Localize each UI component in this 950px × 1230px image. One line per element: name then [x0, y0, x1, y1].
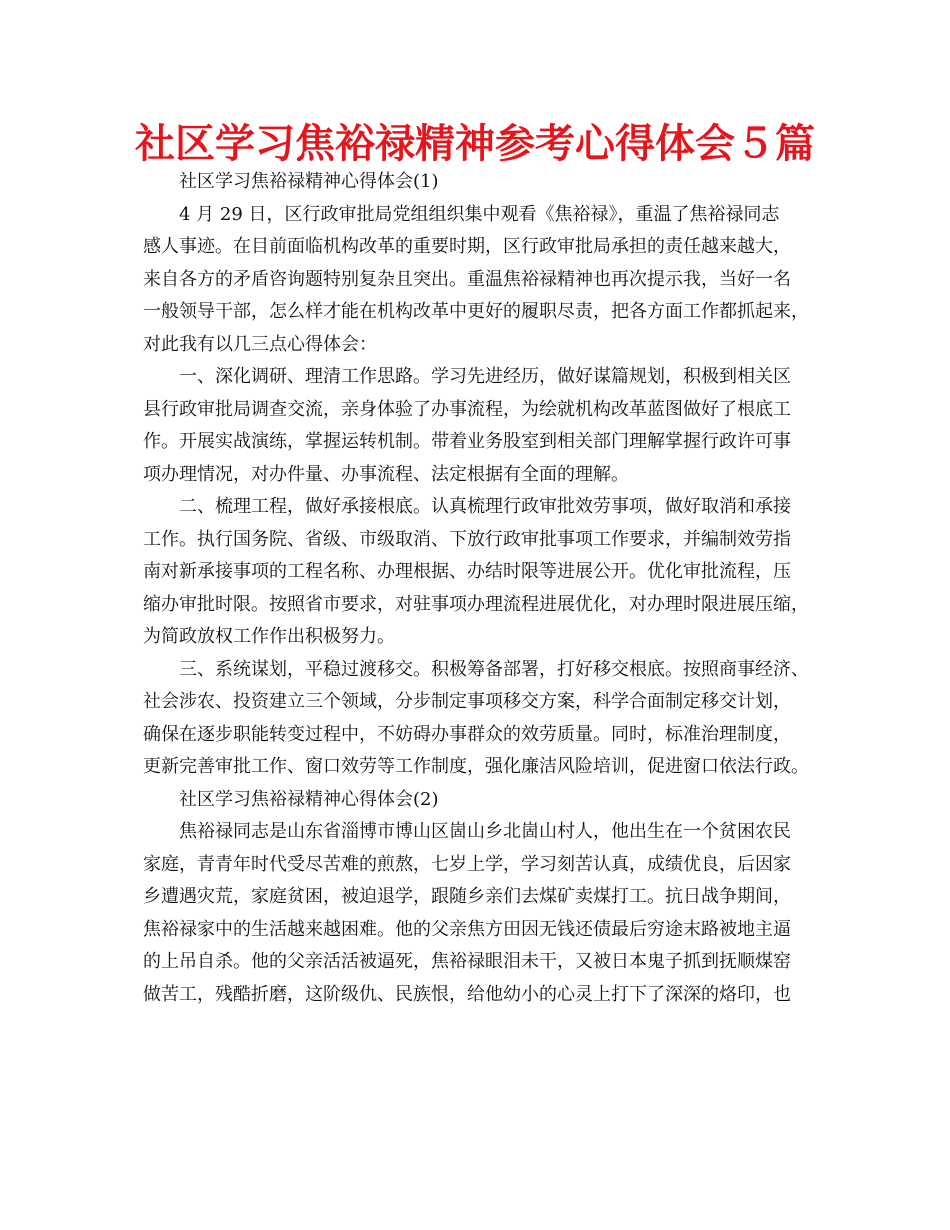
text-line: 二、梳理工程，做好承接根底。认真梳理行政审批效劳事项，做好取消和承接: [179, 496, 791, 517]
paragraph: [143, 816, 823, 1011]
text-line: 一、深化调研、理清工作思路。学习先进经历，做好谋篇规划，积极到相关区: [179, 366, 791, 387]
document-title: 社区学习焦裕禄精神参考心得体会５篇: [135, 121, 815, 167]
text-line: 项办理情况，对办件量、办事流程、法定根据有全面的理解。: [143, 463, 629, 485]
text-line: 来自各方的矛盾咨询题特别复杂且突出。重温焦裕禄精神也再次提示我，当好一名: [143, 268, 791, 290]
paragraph: [143, 654, 823, 784]
text-line: 焦裕禄家中的生活越来越困难。他的父亲焦方田因无钱还债最后穷途末路被地主逼: [143, 918, 791, 940]
text-line: 的上吊自杀。他的父亲活活被逼死，焦裕禄眼泪未干，又被日本鬼子抓到抚顺煤窑: [143, 951, 791, 972]
paragraph: [143, 199, 823, 362]
paragraph: [143, 491, 823, 654]
text-line: 确保在逐步职能转变过程中，不妨碍办事群众的效劳质量。同时，标准治理制度，: [143, 723, 791, 745]
text-line: 缩办审批时限。按照省市要求，对驻事项办理流程进展优化，对办理时限进展压缩，: [143, 593, 809, 615]
text-line: 家庭，青青年时代受尽苦难的煎熬，七岁上学，学习刻苦认真，成绩优良，后因家: [143, 853, 791, 875]
text-line: 三、系统谋划，平稳过渡移交。积极筹备部署，打好移交根底。按照商事经济、: [179, 658, 809, 680]
paragraph: [143, 361, 823, 491]
text-line: 南对新承接事项的工程名称、办理根据、办结时限等进展公开。优化审批流程，压: [143, 561, 791, 582]
text-line: 社会涉农、投资建立三个领域，分步制定事项移交方案，科学合面制定移交计划，: [143, 691, 791, 712]
section-heading-2: 社区学习焦裕禄精神心得体会(2): [179, 788, 439, 810]
text-line: 做苦工，残酷折磨，这阶级仇、民族恨，给他幼小的心灵上打下了深深的烙印，也: [143, 983, 791, 1005]
text-line: 乡遭遇灾荒，家庭贫困，被迫退学，跟随乡亲们去煤矿卖煤打工。抗日战争期间，: [143, 886, 791, 907]
text-line: 焦裕禄同志是山东省淄博市博山区崮山乡北崮山村人，他出生在一个贫困农民: [179, 821, 791, 842]
text-line: 感人事迹。在目前面临机构改革的重要时期，区行政审批局承担的责任越来越大，: [143, 236, 791, 257]
document-body: [143, 166, 823, 1011]
text-line: 对此我有以几三点心得体会：: [143, 333, 377, 355]
text-line: 4 月 29 日，区行政审批局党组组织集中观看《焦裕禄》，重温了焦裕禄同志: [179, 203, 780, 225]
section-heading-1: 社区学习焦裕禄精神心得体会(1): [179, 171, 439, 192]
text-line: 工作。执行国务院、省级、市级取消、下放行政审批事项工作要求，并编制效劳指: [143, 528, 791, 550]
text-line: 作。开展实战演练，掌握运转机制。带着业务股室到相关部门理解掌握行政许可事: [143, 431, 791, 452]
text-line: 县行政审批局调查交流，亲身体验了办事流程，为绘就机构改革蓝图做好了根底工: [143, 398, 791, 420]
text-line: 一般领导干部，怎么样才能在机构改革中更好的履职尽责，把各方面工作都抓起来，: [143, 301, 809, 322]
text-line: 更新完善审批工作、窗口效劳等工作制度，强化廉洁风险培训，促进窗口依法行政。: [143, 756, 809, 777]
text-line: 为简政放权工作作出积极努力。: [143, 626, 395, 647]
